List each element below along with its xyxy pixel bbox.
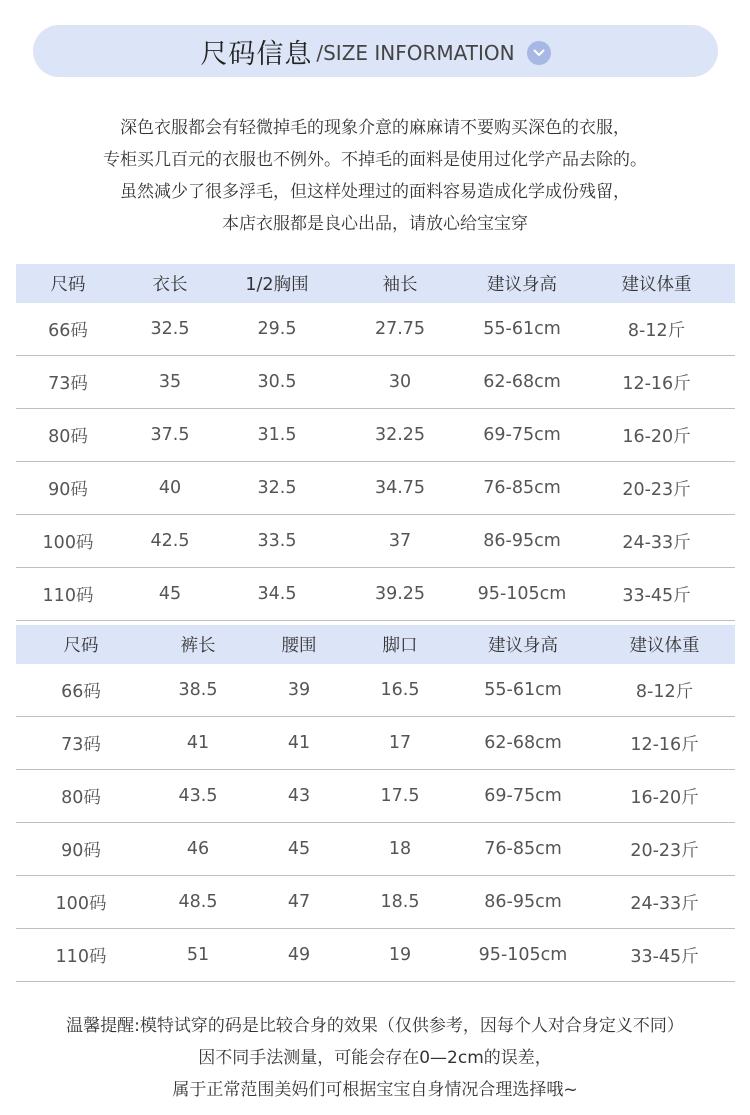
table-cell: 38.5: [146, 664, 250, 717]
table-cell: 8-12斤: [594, 664, 735, 717]
table-cell: 35: [120, 356, 220, 409]
intro-line: 深色衣服都会有轻微掉毛的现象介意的麻麻请不要购买深色的衣服，: [120, 118, 630, 138]
chevron-down-icon: [527, 41, 551, 65]
table-cell: 86-95cm: [466, 515, 578, 568]
table-cell: 76-85cm: [466, 462, 578, 515]
table-cell: 12-16斤: [578, 356, 735, 409]
table-cell: 46: [146, 823, 250, 876]
table-cell: 86-95cm: [452, 876, 594, 929]
table-cell: 95-105cm: [466, 568, 578, 621]
column-header: 尺码: [16, 264, 120, 303]
table-row: [16, 409, 735, 462]
column-header: 腰围: [250, 625, 348, 664]
table-cell: 39.25: [334, 568, 466, 621]
table-cell: 24-33斤: [594, 876, 735, 929]
table-cell: 33.5: [220, 515, 334, 568]
table-cell: 76-85cm: [452, 823, 594, 876]
table-cell: 20-23斤: [578, 462, 735, 515]
table-cell: 110码: [16, 929, 146, 982]
table-row: [16, 876, 735, 929]
intro-line: 本店衣服都是良心出品，请放心给宝宝穿: [222, 214, 528, 234]
footer-line: 因不同手法测量，可能会存在0—2cm的误差，: [198, 1048, 552, 1068]
header-title: [33, 25, 718, 77]
title-chinese: 尺码信息: [200, 38, 313, 70]
footer-notice: [0, 1010, 750, 1106]
column-header: 裤长: [146, 625, 250, 664]
table-cell: 33-45斤: [594, 929, 735, 982]
table-cell: 39: [250, 664, 348, 717]
table-cell: 45: [120, 568, 220, 621]
table-row: [16, 717, 735, 770]
table-row: [16, 568, 735, 621]
table-cell: 20-23斤: [594, 823, 735, 876]
table-cell: 31.5: [220, 409, 334, 462]
table-cell: 42.5: [120, 515, 220, 568]
table-cell: 80码: [16, 409, 120, 462]
table-cell: 55-61cm: [466, 303, 578, 356]
bottom-size-table: [16, 625, 735, 982]
table-cell: 24-33斤: [578, 515, 735, 568]
table-header-row: [16, 264, 735, 303]
table-cell: 8-12斤: [578, 303, 735, 356]
table-cell: 16-20斤: [594, 770, 735, 823]
table-cell: 80码: [16, 770, 146, 823]
table-cell: 110码: [16, 568, 120, 621]
table-cell: 41: [146, 717, 250, 770]
table-cell: 73码: [16, 717, 146, 770]
table-cell: 48.5: [146, 876, 250, 929]
table-cell: 55-61cm: [452, 664, 594, 717]
table-cell: 62-68cm: [452, 717, 594, 770]
table-cell: 73码: [16, 356, 120, 409]
column-header: 尺码: [16, 625, 146, 664]
table-cell: 34.5: [220, 568, 334, 621]
table-header-row: [16, 625, 735, 664]
top-size-table: [16, 264, 735, 621]
table-row: [16, 462, 735, 515]
table-cell: 33-45斤: [578, 568, 735, 621]
table-cell: 30.5: [220, 356, 334, 409]
table-row: [16, 770, 735, 823]
table-cell: 43: [250, 770, 348, 823]
table-cell: 37.5: [120, 409, 220, 462]
footer-line: 属于正常范围美妈们可根据宝宝自身情况合理选择哦~: [172, 1080, 578, 1100]
table-cell: 12-16斤: [594, 717, 735, 770]
table-cell: 66码: [16, 303, 120, 356]
table-cell: 30: [334, 356, 466, 409]
column-header: 建议身高: [452, 625, 594, 664]
table-cell: 19: [348, 929, 452, 982]
table-row: [16, 929, 735, 982]
table-cell: 69-75cm: [466, 409, 578, 462]
table-cell: 90码: [16, 462, 120, 515]
column-header: 脚口: [348, 625, 452, 664]
table-row: [16, 356, 735, 409]
intro-line: 专柜买几百元的衣服也不例外。不掉毛的面料是使用过化学产品去除的。: [103, 150, 647, 170]
table-cell: 62-68cm: [466, 356, 578, 409]
column-header: 衣长: [120, 264, 220, 303]
footer-line: 温馨提醒:模特试穿的码是比较合身的效果（仅供参考，因每个人对合身定义不同）: [66, 1016, 684, 1036]
table-cell: 29.5: [220, 303, 334, 356]
table-cell: 66码: [16, 664, 146, 717]
table-cell: 100码: [16, 515, 120, 568]
table-cell: 69-75cm: [452, 770, 594, 823]
column-header: 建议体重: [594, 625, 735, 664]
table-cell: 32.25: [334, 409, 466, 462]
table-cell: 16.5: [348, 664, 452, 717]
table-cell: 37: [334, 515, 466, 568]
table-cell: 90码: [16, 823, 146, 876]
table-cell: 18.5: [348, 876, 452, 929]
table-row: [16, 515, 735, 568]
intro-notice: [0, 112, 750, 240]
size-info-header: [33, 25, 718, 77]
table-cell: 45: [250, 823, 348, 876]
table-cell: 43.5: [146, 770, 250, 823]
table-cell: 47: [250, 876, 348, 929]
table-row: [16, 664, 735, 717]
column-header: 袖长: [334, 264, 466, 303]
table-cell: 51: [146, 929, 250, 982]
table-cell: 41: [250, 717, 348, 770]
table-cell: 95-105cm: [452, 929, 594, 982]
column-header: 建议体重: [578, 264, 735, 303]
table-cell: 32.5: [120, 303, 220, 356]
column-header: 1/2胸围: [220, 264, 334, 303]
table-cell: 27.75: [334, 303, 466, 356]
table-cell: 32.5: [220, 462, 334, 515]
table-cell: 18: [348, 823, 452, 876]
table-row: [16, 303, 735, 356]
title-english: /SIZE INFORMATION: [316, 41, 515, 65]
table-cell: 49: [250, 929, 348, 982]
table-cell: 100码: [16, 876, 146, 929]
table-cell: 40: [120, 462, 220, 515]
table-row: [16, 823, 735, 876]
table-cell: 34.75: [334, 462, 466, 515]
table-cell: 16-20斤: [578, 409, 735, 462]
chevron-down-glyph: [532, 48, 546, 58]
intro-line: 虽然减少了很多浮毛，但这样处理过的面料容易造成化学成份残留，: [120, 182, 630, 202]
table-cell: 17.5: [348, 770, 452, 823]
table-cell: 17: [348, 717, 452, 770]
column-header: 建议身高: [466, 264, 578, 303]
